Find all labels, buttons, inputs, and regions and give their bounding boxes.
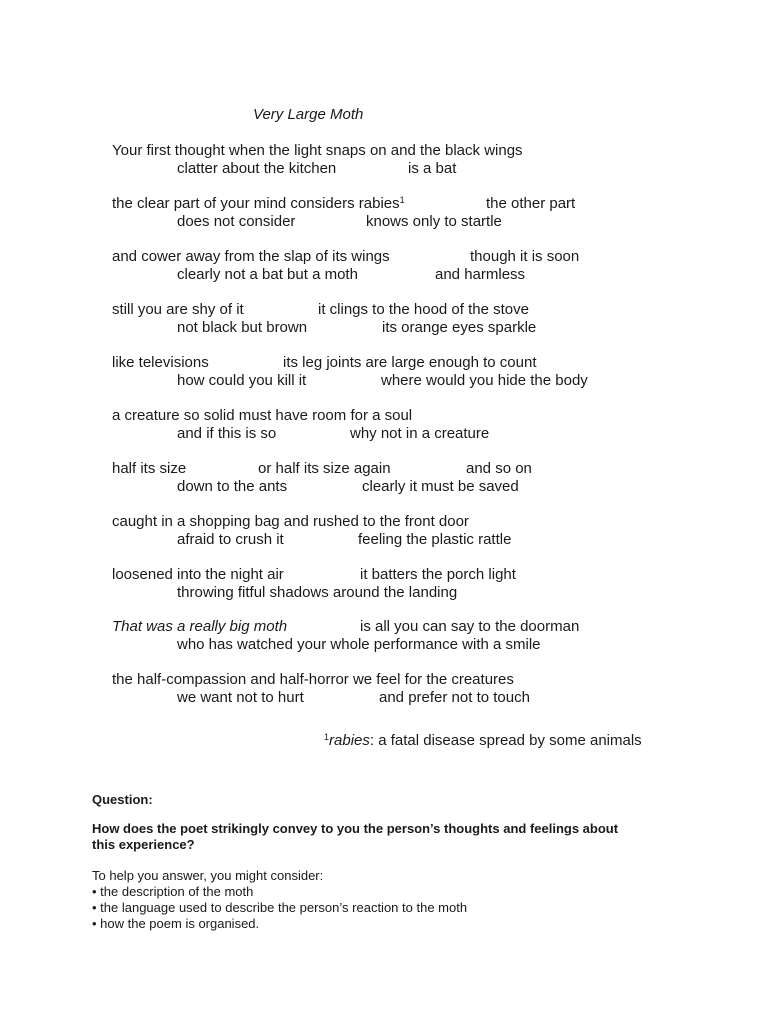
question-prompt: this experience? [92, 837, 195, 852]
poem-line: it clings to the hood of the stove [318, 301, 529, 318]
poem-line: a creature so solid must have room for a soul [112, 407, 413, 424]
poem-line: and cower away from the slap of its wings [112, 248, 390, 265]
poem-line: does not consider [177, 213, 296, 230]
poem-line: caught in a shopping bag and rushed to the front door [112, 513, 469, 530]
poem-line-text: the clear part of your mind considers rabies [112, 195, 400, 212]
poem-line: clatter about the kitchen [177, 160, 337, 177]
poem-line: That was a really big moth [112, 618, 288, 635]
poem-line: is a bat [408, 160, 457, 177]
poem-line: and harmless [435, 266, 526, 283]
poem-line: like televisions [112, 354, 209, 371]
poem-line: the other part [486, 195, 576, 212]
poem-line: why not in a creature [350, 425, 490, 442]
list-item: • the description of the moth [92, 884, 254, 899]
footnote-number: 1 [324, 732, 330, 742]
poem-line: its leg joints are large enough to count [283, 354, 537, 371]
poem-line: or half its size again [258, 460, 391, 477]
footnote [324, 732, 642, 750]
poem-line: clearly not a bat but a moth [177, 266, 358, 283]
poem-line: and so on [466, 460, 532, 477]
list-item: • how the poem is organised. [92, 916, 260, 931]
poem-line: knows only to startle [366, 213, 502, 230]
footnote-text: : a fatal disease spread by some animals [369, 732, 642, 749]
question-heading: Question: [92, 792, 153, 807]
poem-line: we want not to hurt [177, 689, 304, 706]
poem-line: and prefer not to touch [379, 689, 530, 706]
poem-line: the half-compassion and half-horror we feel for the creatures [112, 671, 514, 688]
poem-line: and if this is so [177, 425, 277, 442]
footnote-term: rabies [329, 732, 370, 749]
footnote-marker: 1 [399, 195, 405, 205]
poem-line: it batters the porch light [360, 566, 516, 583]
poem-line: is all you can say to the doorman [360, 618, 580, 635]
list-item: • the language used to describe the person’s reaction to the moth [92, 900, 468, 915]
poem-line: though it is soon [470, 248, 580, 265]
poem-line: down to the ants [177, 478, 288, 495]
poem-line: still you are shy of it [112, 301, 244, 318]
poem-line: loosened into the night air [112, 566, 284, 583]
poem-line: throwing fitful shadows around the landing [177, 584, 458, 601]
poem-line: its orange eyes sparkle [382, 319, 537, 336]
poem-line: how could you kill it [177, 372, 307, 389]
poem-line: feeling the plastic rattle [358, 531, 512, 548]
poem-line [112, 195, 405, 213]
question-intro: To help you answer, you might consider: [92, 868, 324, 883]
poem-line: Your first thought when the light snaps on and the black wings [112, 142, 523, 159]
poem-line: half its size [112, 460, 187, 477]
poem-line: not black but brown [177, 319, 308, 336]
poem-line: who has watched your whole performance with a smile [177, 636, 541, 653]
poem-line: afraid to crush it [177, 531, 284, 548]
question-prompt: How does the poet strikingly convey to you the person’s thoughts and feelings about [92, 821, 619, 836]
poem-title: Very Large Moth [253, 106, 364, 123]
poem-line: where would you hide the body [381, 372, 588, 389]
poem-line: clearly it must be saved [362, 478, 519, 495]
